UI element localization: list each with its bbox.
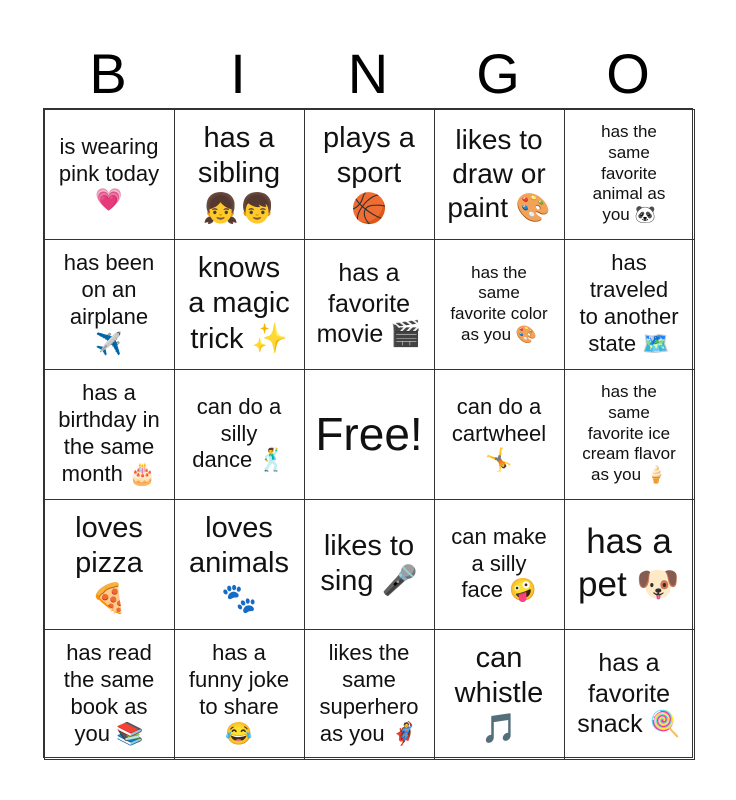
bingo-cell[interactable] bbox=[44, 629, 175, 760]
bingo-cell-text: likes to sing 🎤 bbox=[320, 529, 418, 597]
title-letter-i: I bbox=[230, 42, 246, 105]
bingo-cell-text: has a favorite movie 🎬 bbox=[316, 259, 422, 349]
bingo-cell[interactable] bbox=[174, 109, 305, 240]
bingo-cell-text: has been on an airplane ✈️ bbox=[63, 250, 155, 356]
bingo-cell-text: can make a silly face 🤪 bbox=[451, 523, 547, 603]
bingo-cell-text: has a favorite snack 🍭 bbox=[577, 649, 681, 739]
bingo-cell[interactable] bbox=[434, 629, 565, 760]
bingo-cell-text: has a funny joke to share 😂 bbox=[188, 640, 290, 746]
bingo-cell-text: has a birthday in the same month 🎂 bbox=[58, 380, 160, 486]
bingo-cell[interactable] bbox=[434, 109, 565, 240]
bingo-cell[interactable] bbox=[304, 109, 435, 240]
bingo-cell[interactable] bbox=[174, 629, 305, 760]
bingo-cell-text: has a pet 🐶 bbox=[578, 522, 680, 604]
bingo-cell[interactable] bbox=[564, 239, 695, 370]
bingo-cell[interactable] bbox=[44, 369, 175, 500]
bingo-cell-text: loves pizza 🍕 bbox=[75, 511, 143, 615]
free-space-cell[interactable] bbox=[304, 369, 435, 500]
bingo-cell-text: has a sibling 👧👦 bbox=[197, 121, 281, 225]
bingo-cell[interactable] bbox=[434, 369, 565, 500]
bingo-cell-text: can do a cartwheel 🤸 bbox=[451, 393, 547, 473]
bingo-cell-text: can do a silly dance 🕺 bbox=[192, 393, 286, 473]
bingo-cell-text: has the same favorite animal as you 🐼 bbox=[592, 122, 666, 225]
bingo-cell[interactable] bbox=[174, 239, 305, 370]
bingo-cell[interactable] bbox=[564, 499, 695, 630]
bingo-cell[interactable] bbox=[434, 239, 565, 370]
bingo-cell-text: plays a sport 🏀 bbox=[323, 121, 415, 225]
bingo-cell[interactable] bbox=[564, 629, 695, 760]
bingo-cell[interactable] bbox=[564, 369, 695, 500]
bingo-cell-text: knows a magic trick ✨ bbox=[188, 251, 290, 355]
bingo-title bbox=[43, 40, 693, 108]
title-letter-g: G bbox=[476, 42, 520, 105]
bingo-cell-text: can whistle 🎵 bbox=[454, 641, 544, 745]
bingo-cell[interactable] bbox=[44, 499, 175, 630]
bingo-card-grid bbox=[43, 108, 693, 758]
bingo-cell[interactable] bbox=[44, 239, 175, 370]
bingo-cell[interactable] bbox=[434, 499, 565, 630]
bingo-cell[interactable] bbox=[174, 369, 305, 500]
title-letter-n: N bbox=[347, 42, 389, 105]
bingo-cell-text: likes the same superhero as you 🦸 bbox=[319, 640, 419, 746]
bingo-cell[interactable] bbox=[304, 239, 435, 370]
bingo-cell[interactable] bbox=[304, 629, 435, 760]
bingo-cell-text: likes to draw or paint 🎨 bbox=[447, 123, 551, 224]
bingo-cell-text: has read the same book as you 📚 bbox=[63, 640, 155, 746]
title-letter-b: B bbox=[89, 42, 127, 105]
bingo-cell-text: has the same favorite color as you 🎨 bbox=[450, 262, 548, 344]
bingo-cell[interactable] bbox=[44, 109, 175, 240]
bingo-cell[interactable] bbox=[304, 499, 435, 630]
bingo-cell-text: loves animals 🐾 bbox=[189, 511, 289, 615]
bingo-cell[interactable] bbox=[564, 109, 695, 240]
bingo-cell-text: is wearing pink today 💗 bbox=[58, 133, 160, 213]
title-letter-o: O bbox=[606, 42, 650, 105]
bingo-cell-text: Free! bbox=[315, 407, 423, 460]
bingo-cell-text: has traveled to another state 🗺️ bbox=[579, 250, 679, 356]
bingo-cell-text: has the same favorite ice cream flavor as you 🍦 bbox=[582, 382, 676, 485]
bingo-cell[interactable] bbox=[174, 499, 305, 630]
